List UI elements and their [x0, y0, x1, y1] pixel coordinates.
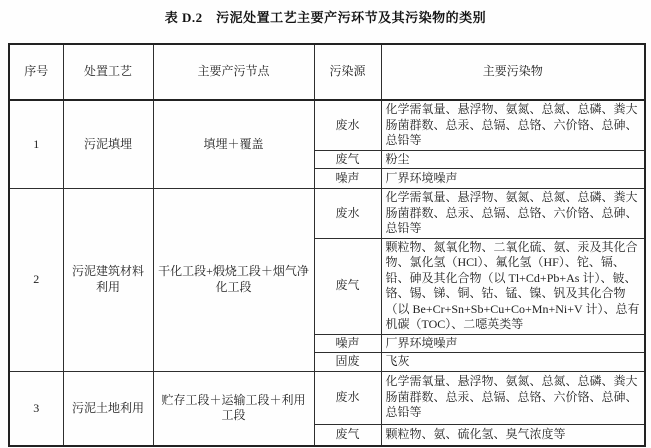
row1-source-wastewater: 废水	[314, 100, 381, 150]
row1-pollutants-noise: 厂界环境噪声	[381, 169, 645, 189]
header-seq-no: 序号	[9, 44, 63, 100]
header-pollution-node: 主要产污节点	[153, 44, 314, 100]
header-disposal-process: 处置工艺	[63, 44, 153, 100]
header-main-pollutants: 主要污染物	[381, 44, 645, 100]
row3-pollutants-wastegas: 颗粒物、氨、硫化氢、臭气浓度等	[381, 424, 645, 446]
row2-source-wastegas: 废气	[314, 238, 381, 334]
row1-process: 污泥填埋	[63, 100, 153, 189]
row2-pollutants-solidwaste: 飞灰	[381, 353, 645, 372]
table-row	[9, 100, 645, 150]
row1-pollutants-wastewater: 化学需氧量、悬浮物、氨氮、总氮、总磷、粪大肠菌群数、总汞、总镉、总铬、六价铬、总砷、总铅等	[381, 100, 645, 150]
row2-pollutants-noise: 厂界环境噪声	[381, 334, 645, 353]
row3-pollutants-wastewater: 化学需氧量、悬浮物、氨氮、总氮、总磷、粪大肠菌群数、总汞、总镉、总铬、六价铬、总砷、总铅等	[381, 371, 645, 424]
row3-source-wastegas: 废气	[314, 424, 381, 446]
row3-seq-no: 3	[9, 371, 63, 446]
row1-seq-no: 1	[9, 100, 63, 189]
row1-node: 填埋＋覆盖	[153, 100, 314, 189]
pollutants-table	[8, 43, 646, 447]
row2-source-wastewater: 废水	[314, 189, 381, 239]
row1-source-wastegas: 废气	[314, 150, 381, 169]
row2-source-solidwaste: 固废	[314, 353, 381, 372]
row3-source-wastewater: 废水	[314, 371, 381, 424]
table-row	[9, 371, 645, 424]
row2-node: 干化工段+煅烧工段＋烟气净化工段	[153, 189, 314, 372]
row1-source-noise: 噪声	[314, 169, 381, 189]
row3-node: 贮存工段＋运输工段＋利用工段	[153, 371, 314, 446]
row2-process: 污泥建筑材料利用	[63, 189, 153, 372]
table-row	[9, 189, 645, 239]
row2-seq-no: 2	[9, 189, 63, 372]
header-row	[9, 44, 645, 100]
table-title: 表 D.2 污泥处置工艺主要产污环节及其污染物的类别	[164, 10, 487, 25]
header-pollution-source: 污染源	[314, 44, 381, 100]
row1-pollutants-wastegas: 粉尘	[381, 150, 645, 169]
row2-pollutants-wastewater: 化学需氧量、悬浮物、氨氮、总氮、总磷、粪大肠菌群数、总汞、总镉、总铬、六价铬、总砷、总铅等	[381, 189, 645, 239]
row2-source-noise: 噪声	[314, 334, 381, 353]
row2-pollutants-wastegas: 颗粒物、氮氧化物、二氧化硫、氨、汞及其化合物、氯化氢（HCl）、氟化氢（HF）、铊、镉、铅、砷及其化合物（以 Tl+Cd+Pb+As 计）、铍、铬、锡、锑、铜、钴、锰、镍、钒及其化合物（以 Be+Cr+Sn+Sb+Cu+Co+Mn+Ni+V 计）、总有机碳（TOC）、二噁英类等	[381, 238, 645, 334]
row3-process: 污泥土地利用	[63, 371, 153, 446]
